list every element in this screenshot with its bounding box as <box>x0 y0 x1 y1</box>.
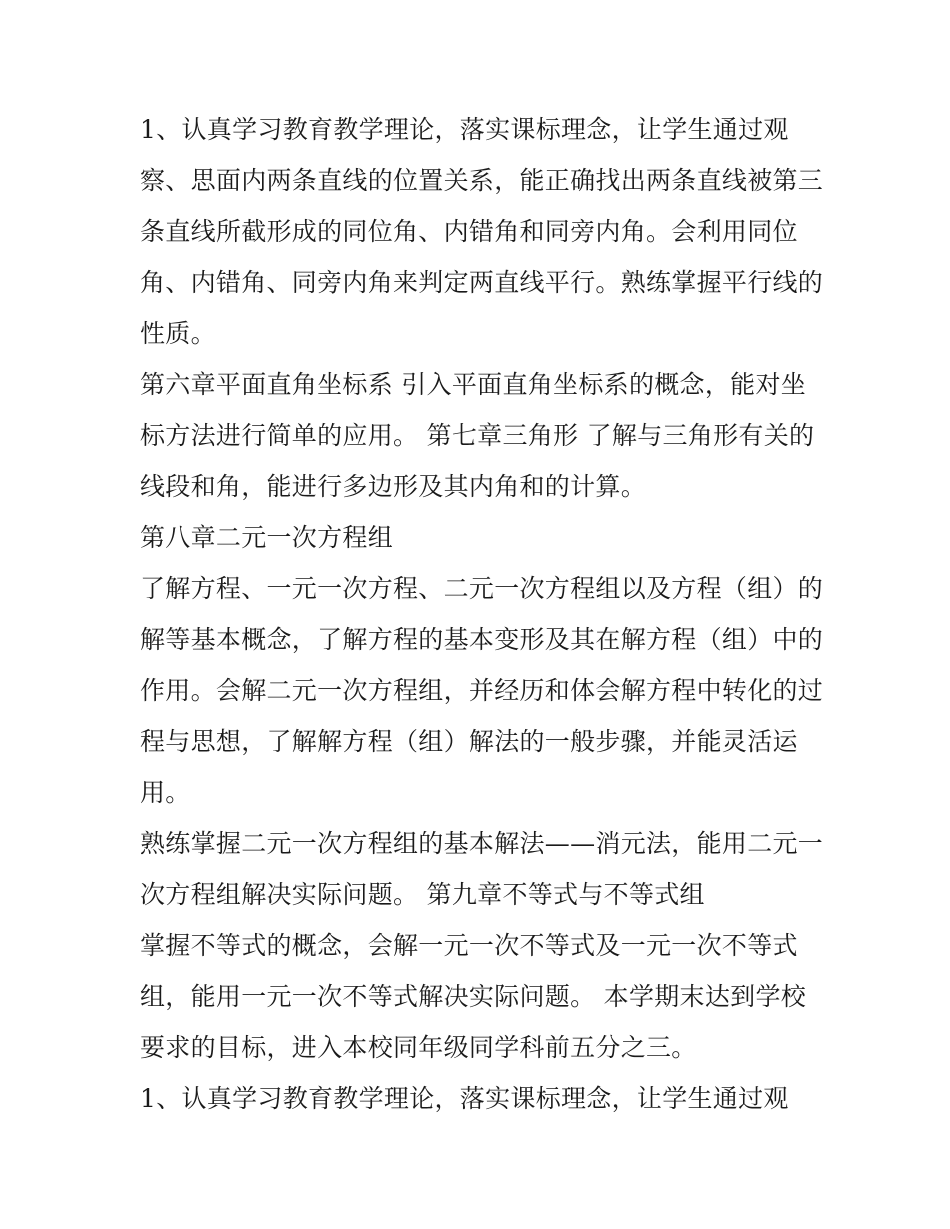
text-line: 线段和角，能进行多边形及其内角和的计算。 <box>140 472 647 501</box>
text-line: 角、内错角、同旁内角来判定两直线平行。熟练掌握平行线的 <box>140 268 824 297</box>
text-line: 标方法进行简单的应用。 第七章三角形 了解与三角形有关的 <box>140 421 815 450</box>
text-line: 察、思面内两条直线的位置关系，能正确找出两条直线被第三 <box>140 166 824 195</box>
text-line: 掌握不等式的概念，会解一元一次不等式及一元一次不等式 <box>140 931 798 960</box>
chapter-eight-heading: 第八章二元一次方程组 <box>140 523 394 552</box>
text-line: 解等基本概念，了解方程的基本变形及其在解方程（组）中的 <box>140 625 824 654</box>
text-line: 作用。会解二元一次方程组，并经历和体会解方程中转化的过 <box>140 676 824 705</box>
text-line: 性质。 <box>140 319 216 348</box>
chapter-six-line: 第六章平面直角坐标系 引入平面直角坐标系的概念，能对坐 <box>140 370 807 399</box>
text-line: 用。 <box>140 778 191 807</box>
text-line: 程与思想，了解解方程（组）解法的一般步骤，并能灵活运 <box>140 727 798 756</box>
document-body <box>140 104 824 1124</box>
chapter-nine-line: 次方程组解决实际问题。 第九章不等式与不等式组 <box>140 880 705 909</box>
text-line: 了解方程、一元一次方程、二元一次方程组以及方程（组）的 <box>140 574 824 603</box>
text-line: 1、认真学习教育教学理论，落实课标理念，让学生通过观 <box>140 115 789 144</box>
text-line: 要求的目标，进入本校同年级同学科前五分之三。 <box>140 1033 697 1062</box>
text-line: 组，能用一元一次不等式解决实际问题。 本学期末达到学校 <box>140 982 807 1011</box>
text-line: 条直线所截形成的同位角、内错角和同旁内角。会利用同位 <box>140 217 798 246</box>
text-line: 熟练掌握二元一次方程组的基本解法——消元法，能用二元一 <box>140 829 824 858</box>
text-line: 1、认真学习教育教学理论，落实课标理念，让学生通过观 <box>140 1084 789 1113</box>
